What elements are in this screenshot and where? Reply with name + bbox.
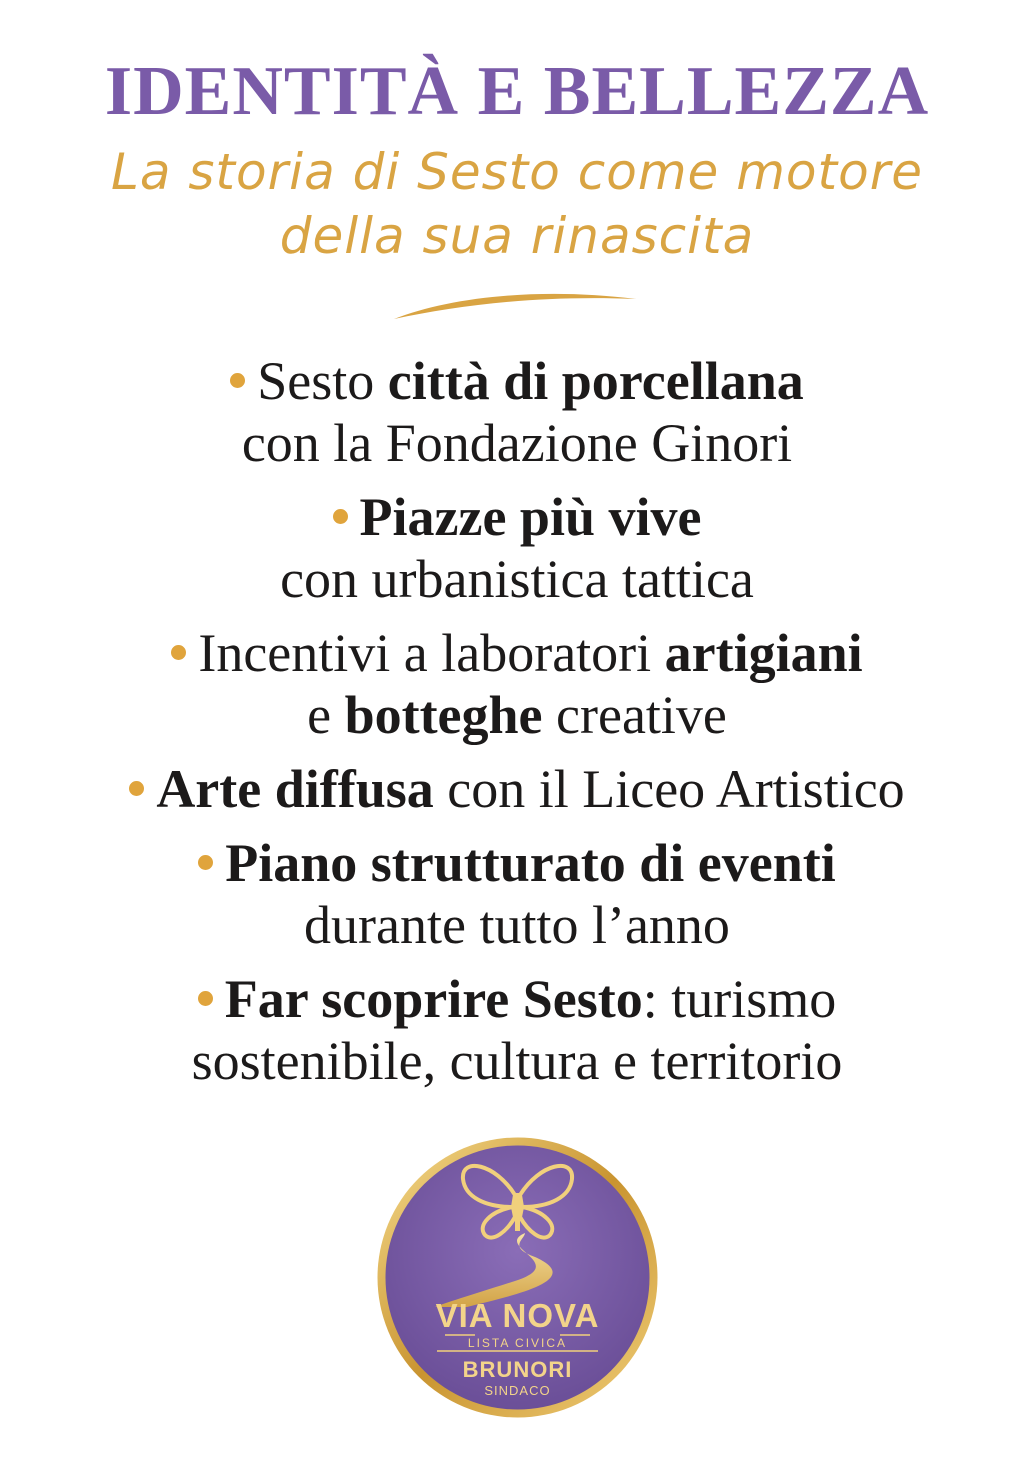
list-item (0, 622, 1034, 746)
logo-role: SINDACO (484, 1383, 551, 1398)
list-item (0, 486, 1034, 610)
body-text: con urbanistica tattica (280, 549, 754, 609)
bullet-dot-icon (129, 781, 144, 796)
list-item-line (0, 684, 1034, 746)
subtitle-line-1: La storia di Sesto come motore (110, 143, 924, 201)
list-item (0, 968, 1034, 1092)
list-item (0, 350, 1034, 474)
list-item-line (0, 412, 1034, 474)
via-nova-logo (375, 1135, 660, 1420)
list-item (0, 758, 1034, 820)
body-text: con il Liceo Artistico (433, 759, 905, 819)
bullet-dot-icon (198, 855, 213, 870)
bullet-dot-icon (333, 509, 348, 524)
bullet-dot-icon (198, 991, 213, 1006)
emphasis-text: botteghe (344, 685, 543, 745)
list-item-line (0, 894, 1034, 956)
bullet-dot-icon (171, 645, 186, 660)
program-list (0, 350, 1034, 1104)
body-text: Incentivi a laboratori (198, 623, 665, 683)
decorative-swash (390, 285, 640, 325)
emphasis-text: Piano strutturato di eventi (225, 833, 836, 893)
bullet-dot-icon (230, 373, 245, 388)
list-item-line (0, 758, 1034, 820)
body-text: sostenibile, cultura e territorio (191, 1031, 843, 1091)
list-item-line (0, 486, 1034, 548)
emphasis-text: artigiani (664, 623, 863, 683)
subtitle-line-2: della sua rinascita (279, 207, 755, 265)
body-text: con la Fondazione Ginori (241, 413, 793, 473)
page-title: IDENTITÀ E BELLEZZA (104, 53, 930, 130)
list-item-line (0, 832, 1034, 894)
body-text: Sesto (257, 351, 388, 411)
logo-candidate: BRUNORI (462, 1357, 573, 1382)
emphasis-text: Piazze più vive (359, 487, 702, 547)
list-item (0, 832, 1034, 956)
body-text: creative (542, 685, 727, 745)
body-text: e (307, 685, 345, 745)
emphasis-text: Far scoprire Sesto (224, 969, 643, 1029)
list-item-line (0, 622, 1034, 684)
list-item-line (0, 350, 1034, 412)
emphasis-text: Arte diffusa (156, 759, 434, 819)
body-text: durante tutto l’anno (304, 895, 730, 955)
list-item-line (0, 548, 1034, 610)
logo-subtitle: LISTA CIVICA (467, 1336, 568, 1350)
emphasis-text: città di porcellana (387, 351, 804, 411)
list-item-line (0, 968, 1034, 1030)
list-item-line (0, 1030, 1034, 1092)
body-text: : turismo (642, 969, 837, 1029)
page-subtitle (0, 140, 1034, 268)
logo-name: VIA NOVA (435, 1297, 600, 1334)
